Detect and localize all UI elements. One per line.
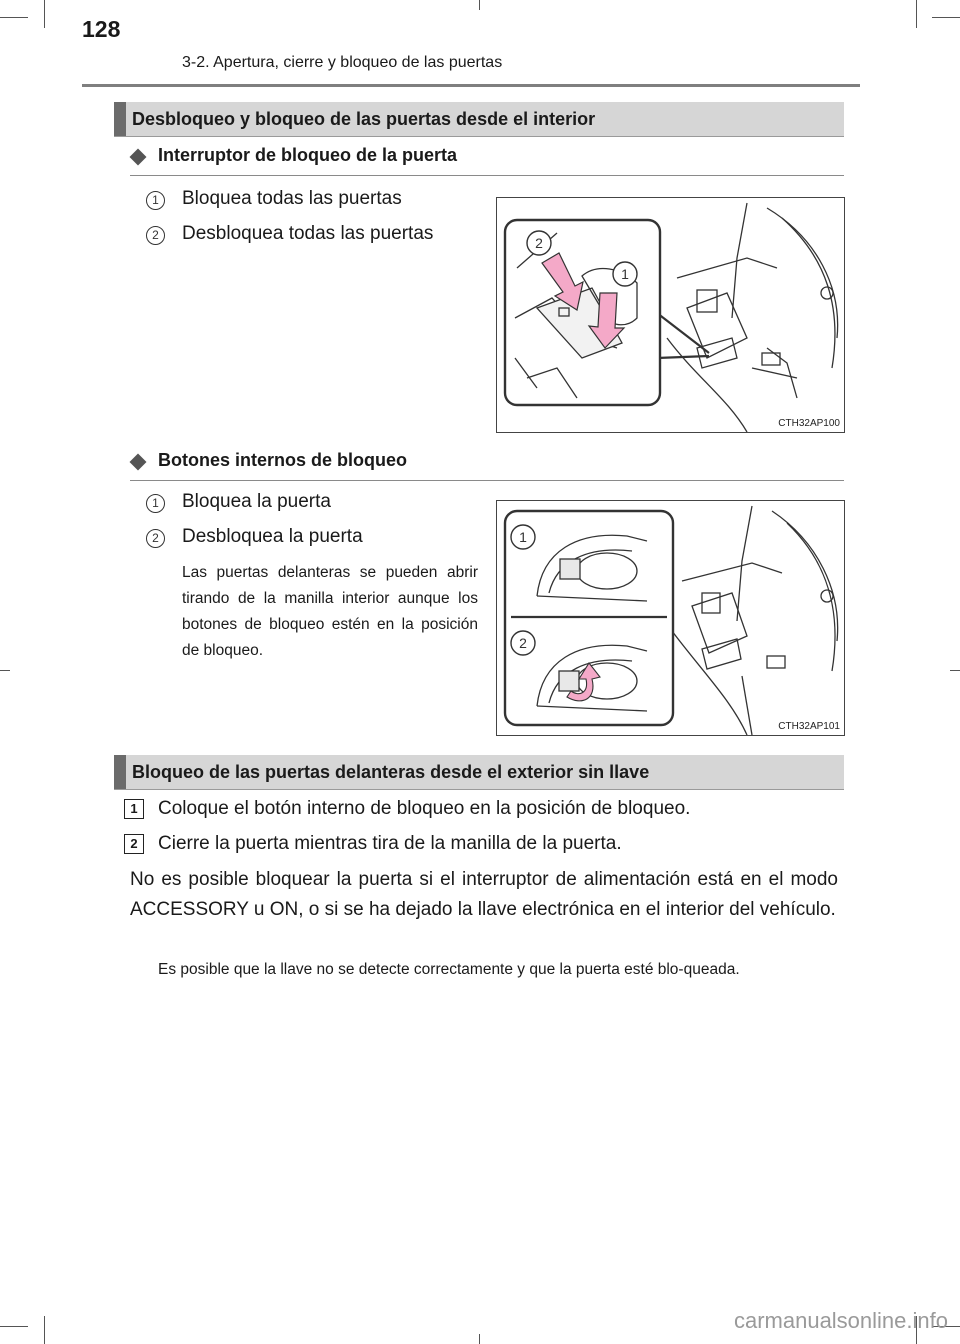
section-title: Desbloqueo y bloqueo de las puertas desde el interior (132, 109, 596, 129)
item-number-1: 1 (146, 191, 165, 210)
watermark: carmanualsonline.info (733, 1308, 948, 1333)
item-number-1: 1 (146, 494, 165, 513)
callout-label: 2 (535, 235, 543, 251)
item-text-unlock-all: Desbloquea todas las puertas (182, 223, 434, 244)
inside-lock-button-illustration (497, 501, 844, 735)
diamond-bullet-icon (130, 454, 147, 471)
subheading-inside-lock-buttons (130, 450, 844, 481)
item-text-lock-door: Bloquea la puerta (182, 491, 331, 512)
figure-code: CTH32AP100 (778, 418, 840, 429)
subheading-lock-switch (130, 145, 844, 176)
figure-inside-lock-buttons (496, 500, 845, 736)
figure-code: CTH32AP101 (778, 721, 840, 732)
item-number-2: 2 (146, 529, 165, 548)
subheading-text: Interruptor de bloqueo de la puerta (158, 145, 458, 165)
step-text-1: Coloque el botón interno de bloqueo en la posición de bloqueo. (158, 798, 691, 819)
callout-label: 2 (519, 635, 527, 651)
item-text-lock-all: Bloquea todas las puertas (182, 188, 402, 209)
body-paragraph: No es posible bloquear la puerta si el interruptor de alimentación está en el modo ACCESSORY u ON, o si se ha dejado la llave electrónica en el interior del vehículo. (130, 869, 838, 920)
callout-label: 1 (621, 266, 629, 282)
section-tab (114, 102, 126, 136)
item-number-2: 2 (146, 226, 165, 245)
section-heading-exterior (114, 755, 844, 790)
section-title: Bloqueo de las puertas delanteras desde el exterior sin llave (132, 762, 650, 782)
figure-door-lock-switch (496, 197, 845, 433)
door-lock-switch-illustration (497, 198, 844, 432)
section-heading-interior (114, 102, 844, 137)
step-number-2: 2 (124, 834, 144, 854)
note-front-doors: Las puertas delanteras se pueden abrir tirando de la manilla interior aunque los botones de bloqueo estén en la posición de bloqueo. (182, 564, 478, 659)
page-number: 128 (82, 16, 121, 42)
subheading-text: Botones internos de bloqueo (158, 450, 408, 470)
callout-label: 1 (519, 529, 527, 545)
note-key-detection: Es posible que la llave no se detecte correctamente y que la puerta esté blo-queada. (158, 961, 740, 978)
chapter-title: 3-2. Apertura, cierre y bloqueo de las puertas (182, 54, 503, 71)
header-rule (82, 84, 860, 87)
diamond-bullet-icon (130, 149, 147, 166)
section-tab (114, 755, 126, 789)
step-number-1: 1 (124, 799, 144, 819)
step-text-2: Cierre la puerta mientras tira de la manilla de la puerta. (158, 833, 622, 854)
item-text-unlock-door: Desbloquea la puerta (182, 526, 363, 547)
